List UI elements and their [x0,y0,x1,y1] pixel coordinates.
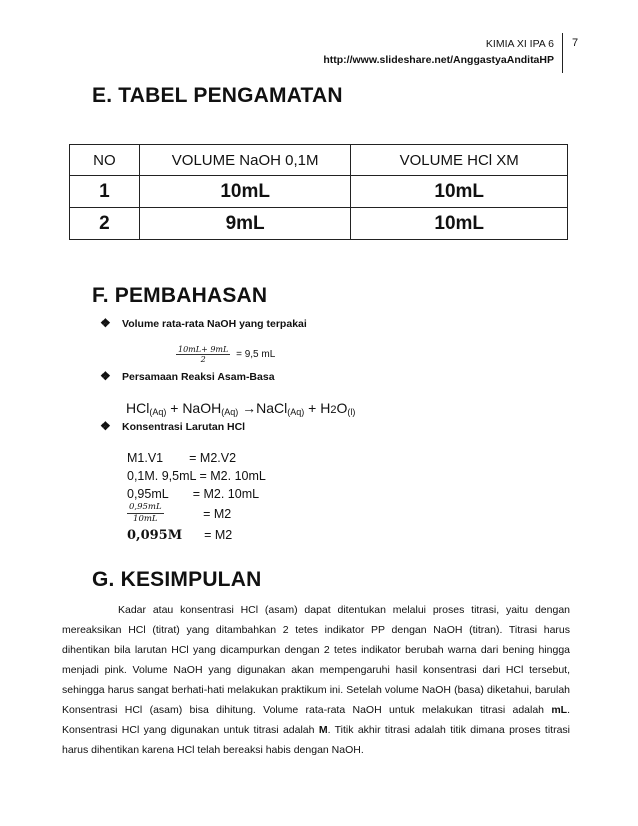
calc-line-1 [127,451,236,465]
table-cell: 10mL [351,208,568,240]
table-cell: 9mL [139,208,351,240]
bullet-label: Konsentrasi Larutan HCl [122,421,246,433]
bullet-concentration [100,419,245,433]
table-cell: 2 [70,208,140,240]
calc-text: = M2 [204,528,233,542]
table-cell: 10mL [139,176,351,208]
state-label: (Aq) [221,407,239,417]
page-number: 7 [572,37,579,49]
product-water: + H [304,400,331,416]
fraction-denominator: 10mL [133,514,158,524]
table-row [70,176,568,208]
paragraph-text: . Konsentrasi HCl yang digunakan untuk titrasi adalah [62,704,570,736]
section-g-title: G. KESIMPULAN [92,568,262,591]
conclusion-paragraph [62,600,570,760]
fraction [127,502,164,525]
calc-text: = M2. 10mL [192,487,260,501]
state-label: (l) [347,407,356,417]
bullet-average-volume [100,316,307,330]
fraction-numerator: 0,95mL [129,502,162,512]
reaction-equation [126,400,355,417]
product-nacl: →NaCl [238,400,288,416]
oxygen: O [336,400,348,416]
state-label: (Aq) [149,407,167,417]
calc-text: M1.V1 [127,451,164,465]
section-e-title: E. TABEL PENGAMATAN [92,84,343,107]
diamond-bullet-icon: ❖ [100,419,111,433]
table-header-cell: NO [70,145,140,176]
paragraph-text: . Titik akhir titrasi adalah titik dimana proses titrasi harus dihentikan karena HCl telah bereaksi habis dengan NaOH. [62,724,570,756]
bold-unit: mL [551,704,568,716]
fraction [176,345,230,364]
state-label: (Aq) [287,407,305,417]
fraction-denominator: 2 [200,355,206,364]
header-class-label: KIMIA XI IPA 6 [485,38,554,50]
average-formula [176,345,275,364]
bullet-label: Persamaan Reaksi Asam-Basa [122,371,275,383]
calc-result: 0,095M [127,528,183,543]
section-f-title: F. PEMBAHASAN [92,284,268,307]
calc-line-4 [127,502,231,525]
bullet-label: Volume rata-rata NaOH yang terpakai [122,318,307,330]
calc-line-3 [127,487,259,501]
table-header-cell: VOLUME HCl XM [351,145,568,176]
subscript-two: 2 [330,404,337,416]
table-row [70,208,568,240]
table-cell: 10mL [351,176,568,208]
fraction-numerator: 10mL+ 9mL [178,345,229,354]
header-url: http://www.slideshare.net/AnggastyaAnditaHP [323,54,554,66]
average-result: = 9,5 mL [236,349,276,360]
table-header-cell: VOLUME NaOH 0,1M [139,145,351,176]
table-header-row [70,145,568,176]
observation-table [69,144,568,240]
table-cell: 1 [70,176,140,208]
diamond-bullet-icon: ❖ [100,316,111,330]
reactant-naoh: + NaOH [166,400,222,416]
bullet-reaction [100,369,275,383]
header-divider [562,33,563,73]
bold-unit: M [318,724,328,736]
calc-text: = M2 [203,506,232,521]
diamond-bullet-icon: ❖ [100,369,111,383]
calc-text: = M2.V2 [189,451,237,465]
calc-text: 0,95mL [127,487,169,501]
reactant-hcl: HCl [126,400,150,416]
calc-line-2: 0,1M. 9,5mL = M2. 10mL [127,469,266,483]
paragraph-text: Kadar atau konsentrasi HCl (asam) dapat ditentukan melalui proses titrasi, yaitu dengan mereaksikan HCl (titrat) yang ditambahkan 2 tetes indikator PP dengan NaOH (titran). Titrasi harus dihentikan bila larutan HCl yang dicampurkan dengan 2 tetes indikator berubah warna dari bening hingga menjadi pink. Volume NaOH yang digunakan akan mempengaruhi hasil konsentrasi dari HCl tersebut, sehingga harus sangat berhati-hati melakukan praktikum ini. Setelah volume NaOH (basa) diketahui, barulah Konsentrasi HCl (asam) bisa dihitung. Volume rata-rata NaOH untuk melakukan titrasi adalah [62,604,570,716]
calc-line-5 [127,528,232,543]
